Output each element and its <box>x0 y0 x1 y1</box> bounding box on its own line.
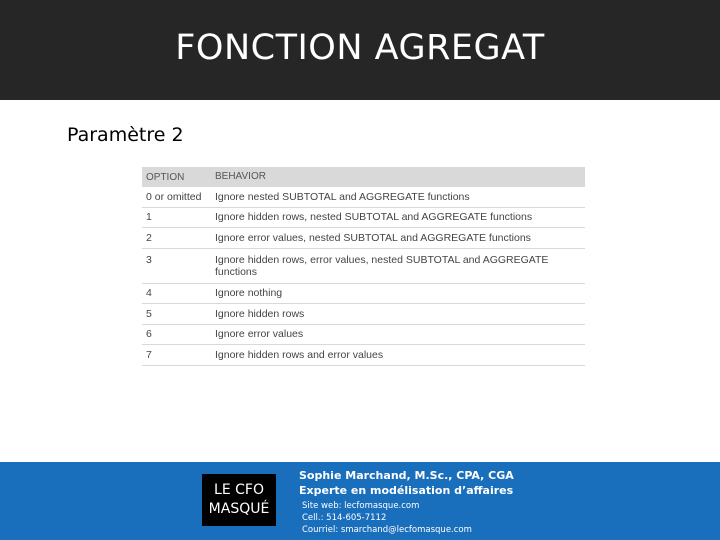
behavior-cell: Ignore hidden rows, nested SUBTOTAL and AGGREGATE functions <box>215 211 533 224</box>
table-row <box>142 284 585 305</box>
contact-email: Courriel: smarchand@lecfomasque.com <box>302 525 472 535</box>
table-row <box>142 208 585 229</box>
slide-subtitle: Paramètre 2 <box>67 124 184 146</box>
company-logo <box>202 474 276 526</box>
contact-web: Site web: lecfomasque.com <box>302 501 420 511</box>
table-header-row <box>142 167 585 187</box>
logo-line1: LE CFO <box>214 482 264 498</box>
option-cell: 6 <box>146 328 152 341</box>
option-cell: 5 <box>146 307 152 320</box>
behavior-cell: Ignore hidden rows, error values, nested SUBTOTAL and AGGREGATE functions <box>215 253 549 278</box>
behavior-cell: Ignore hidden rows <box>215 307 305 320</box>
table-row <box>142 228 585 249</box>
behavior-cell: Ignore hidden rows and error values <box>215 348 384 361</box>
table-row <box>142 345 585 366</box>
option-cell: 0 or omitted <box>146 190 202 203</box>
contact-cell: Cell.: 514-605-7112 <box>302 513 387 523</box>
table-row <box>142 187 585 208</box>
contact-info <box>302 500 472 536</box>
option-cell: 4 <box>146 287 152 300</box>
header-option: OPTION <box>146 171 185 183</box>
behavior-cell: Ignore nothing <box>215 287 283 300</box>
behavior-cell: Ignore error values <box>215 328 304 341</box>
author-title: Experte en modélisation d’affaires <box>299 484 514 497</box>
options-table <box>142 167 585 366</box>
behavior-cell: Ignore error values, nested SUBTOTAL and AGGREGATE functions <box>215 231 531 244</box>
author-name: Sophie Marchand, M.Sc., CPA, CGA <box>299 469 514 482</box>
option-cell: 7 <box>146 348 152 361</box>
table-row <box>142 249 585 284</box>
author-info <box>299 468 514 498</box>
behavior-cell: Ignore nested SUBTOTAL and AGGREGATE functions <box>215 190 470 203</box>
table-row <box>142 304 585 325</box>
logo-line2: MASQUÉ <box>208 501 270 517</box>
option-cell: 2 <box>146 231 152 244</box>
option-cell: 3 <box>146 253 152 266</box>
slide-title: FONCTION AGREGAT <box>175 28 545 68</box>
table-row <box>142 325 585 346</box>
title-bar <box>0 0 720 100</box>
header-behavior: BEHAVIOR <box>215 171 266 182</box>
option-cell: 1 <box>146 211 152 224</box>
